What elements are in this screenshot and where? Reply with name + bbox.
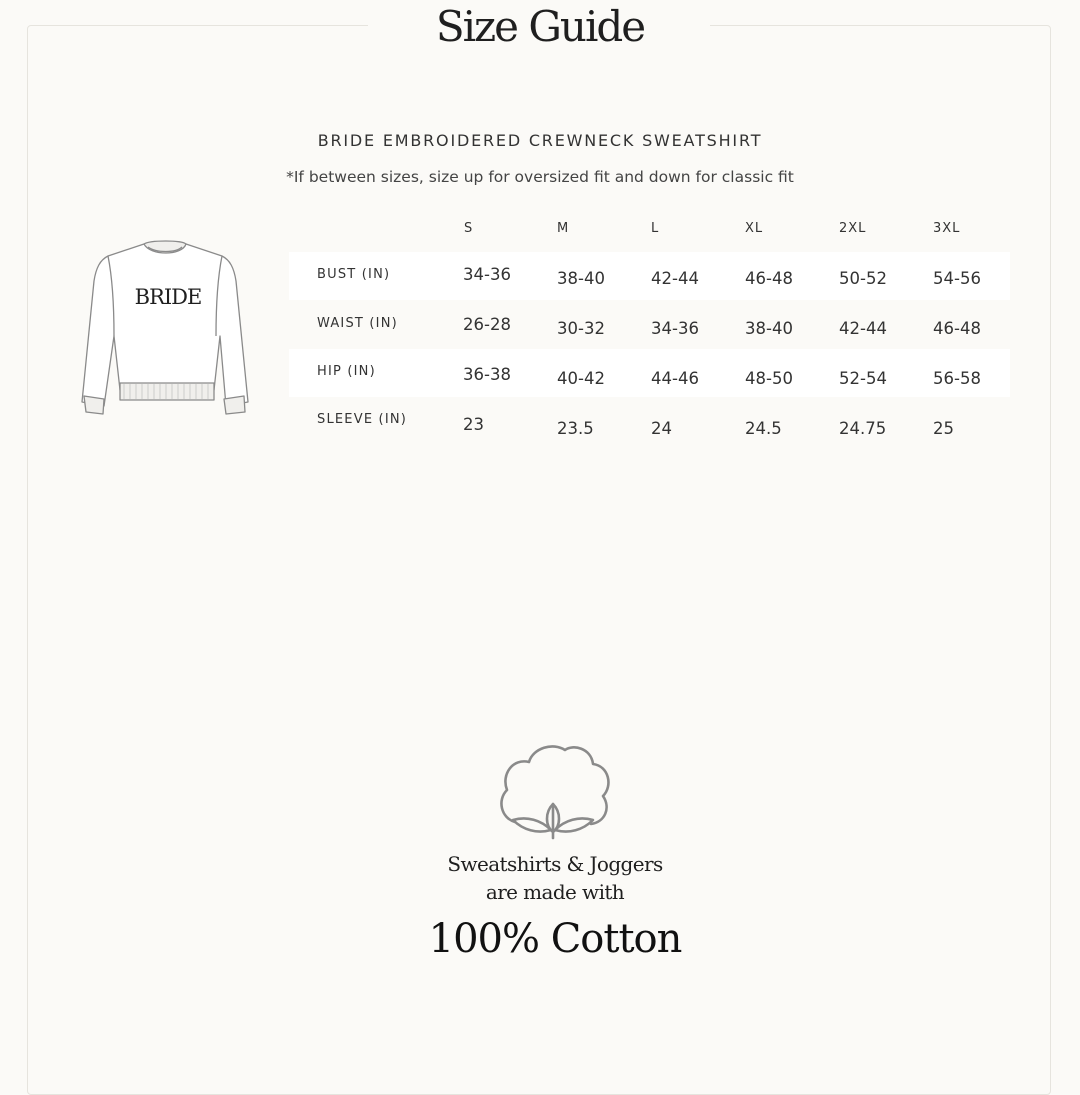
size-header-l: L: [651, 221, 660, 236]
table-cell: 56-58: [933, 369, 981, 388]
table-cell: 24: [651, 419, 672, 438]
row-label-bust: BUST (IN): [317, 267, 391, 282]
table-cell: 50-52: [839, 269, 887, 288]
row-label-hip: HIP (IN): [317, 364, 376, 379]
row-label-waist: WAIST (IN): [317, 316, 398, 331]
table-row-band: [289, 349, 1010, 397]
sweatshirt-illustration: [78, 236, 256, 426]
table-cell: 46-48: [745, 269, 793, 288]
size-header-3xl: 3XL: [933, 221, 961, 236]
fit-note: *If between sizes, size up for oversized fit and down for classic fit: [286, 168, 794, 186]
table-cell: 34-36: [463, 265, 511, 284]
size-header-m: M: [557, 221, 570, 236]
table-cell: 44-46: [651, 369, 699, 388]
product-name: BRIDE EMBROIDERED CREWNECK SWEATSHIRT: [317, 131, 763, 150]
row-label-sleeve: SLEEVE (IN): [317, 412, 408, 427]
table-cell: 42-44: [839, 319, 887, 338]
table-cell: 48-50: [745, 369, 793, 388]
table-cell: 23.5: [557, 419, 594, 438]
table-cell: 23: [463, 415, 484, 434]
size-header-xl: XL: [745, 221, 764, 236]
size-header-2xl: 2XL: [839, 221, 867, 236]
material-headline: 100% Cotton: [428, 916, 682, 962]
table-cell: 38-40: [745, 319, 793, 338]
size-header-s: S: [464, 221, 474, 236]
table-cell: 40-42: [557, 369, 605, 388]
table-cell: 36-38: [463, 365, 511, 384]
table-cell: 24.75: [839, 419, 887, 438]
table-cell: 38-40: [557, 269, 605, 288]
table-cell: 54-56: [933, 269, 981, 288]
table-cell: 30-32: [557, 319, 605, 338]
table-cell: 24.5: [745, 419, 782, 438]
cotton-flower-icon: [497, 742, 613, 840]
table-cell: 25: [933, 419, 954, 438]
table-cell: 46-48: [933, 319, 981, 338]
table-cell: 26-28: [463, 315, 511, 334]
page-title: Size Guide: [435, 2, 645, 51]
sweatshirt-embroidery-text: BRIDE: [134, 285, 202, 309]
table-cell: 52-54: [839, 369, 887, 388]
table-cell: 34-36: [651, 319, 699, 338]
material-line-2: are made with: [485, 880, 625, 904]
table-row-band: [289, 252, 1010, 300]
material-line-1: Sweatshirts & Joggers: [447, 852, 663, 876]
table-cell: 42-44: [651, 269, 699, 288]
